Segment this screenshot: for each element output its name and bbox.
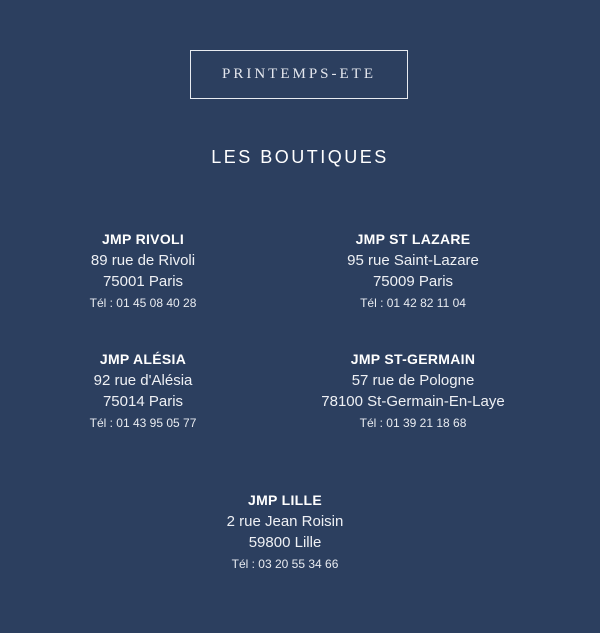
shop-city: 75009 Paris: [372, 273, 454, 290]
shop-name: JMP ST LAZARE: [355, 231, 471, 247]
shop-name: JMP ST-GERMAIN: [350, 351, 476, 367]
season-banner[interactable]: PRINTEMPS-ETE: [190, 50, 408, 99]
shop-name: JMP ALÉSIA: [99, 351, 187, 367]
shop-name: JMP LILLE: [247, 492, 322, 508]
shop-address: 92 rue d'Alésia: [93, 372, 193, 389]
page-title: LES BOUTIQUES: [211, 147, 389, 167]
shop-alesia: [0, 349, 293, 434]
shop-address: 89 rue de Rivoli: [90, 252, 196, 269]
shop-phone[interactable]: Tél : 01 39 21 18 68: [359, 416, 467, 430]
shop-name: JMP RIVOLI: [101, 231, 185, 247]
shop-lille: [135, 490, 435, 575]
shop-city: 59800 Lille: [248, 534, 322, 551]
shop-city: 75014 Paris: [102, 393, 184, 410]
shop-rivoli: [0, 229, 293, 314]
shop-st-germain: [263, 349, 563, 434]
shop-city: 78100 St-Germain-En-Laye: [321, 393, 505, 410]
shop-st-lazare: [263, 229, 563, 314]
shop-address: 95 rue Saint-Lazare: [347, 252, 479, 269]
shop-city: 75001 Paris: [102, 273, 184, 290]
shop-phone[interactable]: Tél : 01 42 82 11 04: [360, 296, 466, 310]
shop-phone[interactable]: Tél : 03 20 55 34 66: [231, 557, 339, 571]
shop-address: 2 rue Jean Roisin: [226, 513, 344, 530]
shop-phone[interactable]: Tél : 01 45 08 40 28: [89, 296, 197, 310]
shop-phone[interactable]: Tél : 01 43 95 05 77: [89, 416, 197, 430]
shop-address: 57 rue de Pologne: [351, 372, 475, 389]
